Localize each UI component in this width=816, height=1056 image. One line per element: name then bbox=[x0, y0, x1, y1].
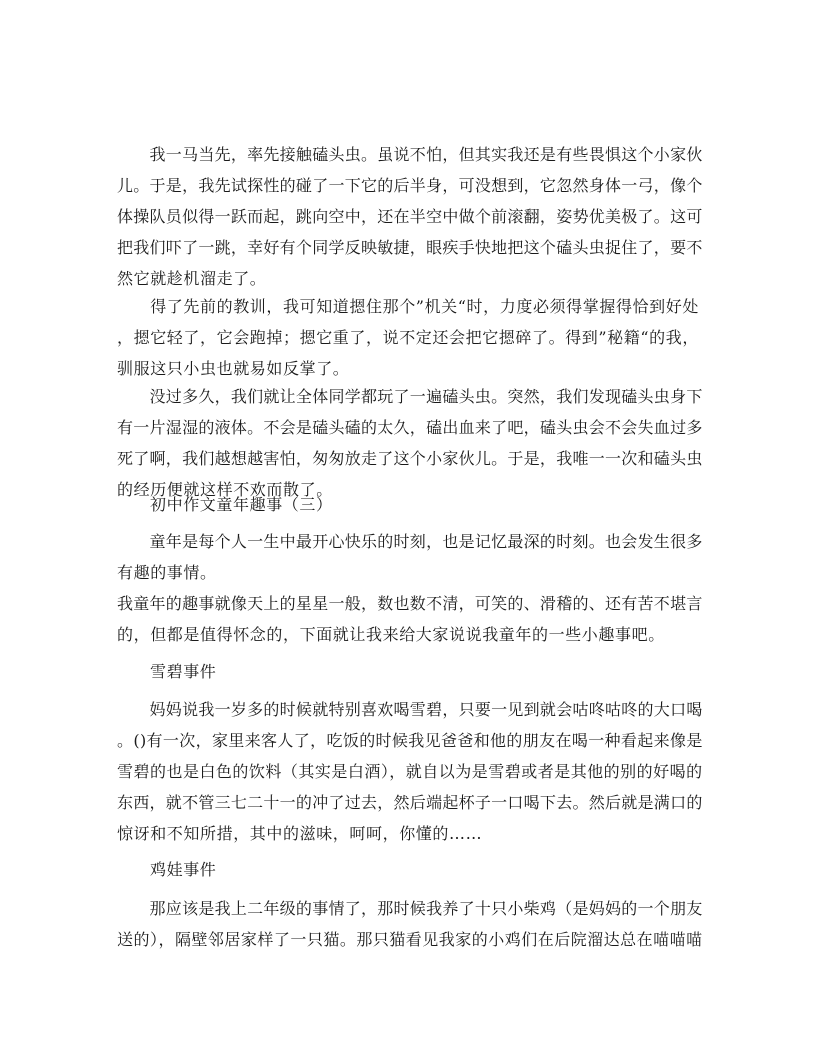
text-line: 惊讶和不知所措，其中的滋味，呵呵，你懂的…… bbox=[117, 824, 483, 843]
text-line: 东西，就不管三七二十一的冲了过去，然后端起杯子一口喝下去。然后就是满口的 bbox=[117, 793, 703, 812]
text-line: 没过多久，我们就让全体同学都玩了一遍磕头虫。突然，我们发现磕头虫身下 bbox=[117, 387, 703, 406]
text-line: 驯服这只小虫也就易如反掌了。 bbox=[117, 359, 350, 378]
text-line: 雪碧的也是白色的饮料（其实是白酒），就自以为是雪碧或者是其他的别的好喝的 bbox=[117, 762, 703, 781]
text-line: 体操队员似得一跃而起，跳向空中，还在半空中做个前滚翻，姿势优美极了。这可 bbox=[117, 207, 703, 226]
text-line: 得了先前的教训，我可知道摁住那个”机关“时，力度必须得掌握得恰到好处 bbox=[117, 297, 699, 316]
text-line: 妈妈说我一岁多的时候就特别喜欢喝雪碧，只要一见到就会咕咚咕咚的大口喝 bbox=[117, 700, 703, 719]
text-line: 那应该是我上二年级的事情了，那时候我养了十只小柴鸡（是妈妈的一个朋友 bbox=[117, 899, 703, 918]
text-line: 的，但都是值得怀念的，下面就让我来给大家说说我童年的一些小趣事吧。 bbox=[117, 625, 665, 644]
text-line: 送的），隔壁邻居家样了一只猫。那只猫看见我家的小鸡们在后院溜达总在喵喵喵 bbox=[117, 930, 703, 949]
text-line: 把我们吓了一跳，幸好有个同学反映敏捷，眼疾手快地把这个磕头虫捉住了，要不 bbox=[117, 238, 703, 257]
text-line: 死了啊，我们越想越害怕，匆匆放走了这个小家伙儿。于是，我唯一一次和磕头虫 bbox=[117, 449, 703, 468]
text-line: 我童年的趣事就像天上的星星一般，数也数不清，可笑的、滑稽的、还有苦不堪言 bbox=[117, 594, 703, 613]
text-line: 童年是每个人一生中最开心快乐的时刻，也是记忆最深的时刻。也会发生很多 bbox=[117, 532, 703, 551]
text-line: 有趣的事情。 bbox=[117, 563, 217, 582]
text-line: 有一片湿湿的液体。不会是磕头磕的太久，磕出血来了吧，磕头虫会不会失血过多 bbox=[117, 418, 703, 437]
section-heading: 雪碧事件 bbox=[150, 662, 217, 681]
text-line: 我一马当先，率先接触磕头虫。虽说不怕，但其实我还是有些畏惧这个小家伙 bbox=[117, 145, 703, 164]
text-line: 然它就趁机溜走了。 bbox=[117, 269, 267, 288]
text-line: ，摁它轻了，它会跑掉；摁它重了，说不定还会把它摁碎了。得到”秘籍“的我， bbox=[117, 328, 699, 347]
text-line: 儿。于是，我先试探性的碰了一下它的后半身，可没想到，它忽然身体一弓，像个 bbox=[117, 176, 703, 195]
section-heading: 鸡娃事件 bbox=[150, 860, 217, 879]
text-line: 的经历便就这样不欢而散了。 bbox=[117, 480, 333, 499]
section-heading: 初中作文童年趣事（三） bbox=[150, 495, 333, 514]
text-line: 。()有一次，家里来客人了，吃饭的时候我见爸爸和他的朋友在喝一种看起来像是 bbox=[117, 731, 703, 750]
